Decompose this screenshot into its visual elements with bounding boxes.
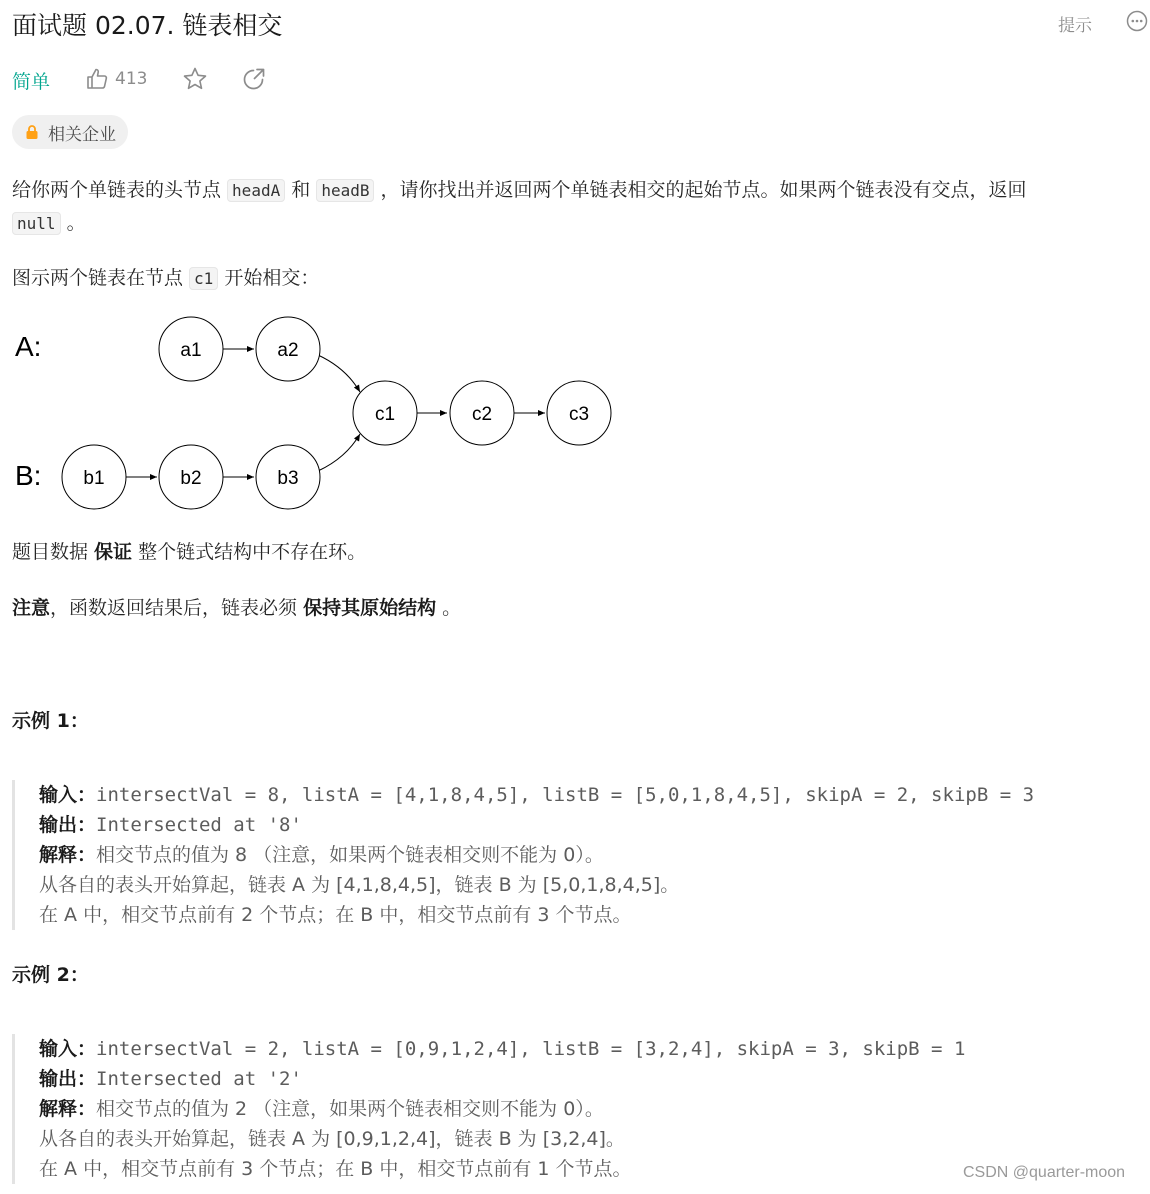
code-c1: c1 [189,267,218,290]
related-companies-label: 相关企业 [48,124,116,145]
description-paragraph-3: 题目数据 保证 整个链式结构中不存在环。 [12,541,367,563]
example-2-title: 示例 2： [12,964,89,986]
svg-text:a2: a2 [277,340,299,361]
thumbs-up-icon [85,67,109,91]
node-b2 [159,445,223,509]
node-c1 [353,381,417,445]
node-c2 [450,381,514,445]
svg-text:b3: b3 [277,468,299,489]
example-2-output: Intersected at '2' [96,1068,302,1090]
svg-text:b2: b2 [180,468,202,489]
example-1-explain-1: 相交节点的值为 8 （注意，如果两个链表相交则不能为 0）。 [96,844,604,866]
example-2-block: 输入：intersectVal = 2, listA = [0,9,1,2,4], listB = [3,2,4], skipA = 3, skipB = 1 输出：Intersected at '2' 解释：相交节点的值为 2 （注意，如果两个链表相交则不能为 0）。 从各自的表头开始算起，链表 A 为 [0,9,1,2,4]，链表 B 为 [3,2,4]。 在 A 中，相交节点前有 3 个节点；在 B 中，相交节点前有 1 个节点。 [12,1034,965,1184]
node-a2 [256,317,320,381]
example-1-input: intersectVal = 8, listA = [4,1,8,4,5], listB = [5,0,1,8,4,5], skipA = 2, skipB = 3 [96,784,1035,806]
lock-icon [24,124,40,140]
linked-list-diagram [0,310,640,510]
svg-text:c1: c1 [374,404,396,425]
example-1-output: Intersected at '8' [96,814,302,836]
svg-text:b1: b1 [83,468,105,489]
diagram-label-b: B: [15,460,42,491]
difficulty-badge: 简单 [12,71,51,93]
diagram-label-a: A: [15,331,42,362]
code-null: null [12,212,61,235]
more-icon[interactable] [1126,10,1148,32]
svg-text:a1: a1 [180,340,202,361]
like-button[interactable] [85,65,147,93]
like-count: 413 [115,69,148,89]
example-1-title: 示例 1： [12,710,89,732]
example-2-input: intersectVal = 2, listA = [0,9,1,2,4], listB = [3,2,4], skipA = 3, skipB = 1 [96,1038,966,1060]
example-1-explain-2: 从各自的表头开始算起，链表 A 为 [4,1,8,4,5]，链表 B 为 [5,0,1,8,4,5]。 [39,874,680,896]
star-icon[interactable] [182,66,208,92]
example-1-explain-3: 在 A 中，相交节点前有 2 个节点；在 B 中，相交节点前有 3 个节点。 [39,904,632,926]
hint-button[interactable]: 提示 [1058,16,1092,36]
node-b3 [256,445,320,509]
problem-title: 面试题 02.07. 链表相交 [12,11,283,40]
watermark: CSDN @quarter-moon [963,1164,1126,1181]
edge-a2-c1 [318,355,360,392]
description-paragraph-1: 给你两个单链表的头节点 headA 和 headB ，请你找出并返回两个单链表相交的起始节点。如果两个链表没有交点，返回 null 。 [12,179,1027,234]
svg-text:c2: c2 [471,404,493,425]
node-b1 [62,445,126,509]
share-icon[interactable] [241,66,267,92]
code-headB: headB [316,179,374,202]
description-paragraph-4: 注意，函数返回结果后，链表必须 保持其原始结构 。 [12,597,462,619]
node-a1 [159,317,223,381]
edge-b3-c1 [318,434,360,471]
example-1-block: 输入：intersectVal = 8, listA = [4,1,8,4,5], listB = [5,0,1,8,4,5], skipA = 2, skipB = 3 输出：Intersected at '8' 解释：相交节点的值为 8 （注意，如果两个链表相交则不能为 0）。 从各自的表头开始算起，链表 A 为 [4,1,8,4,5]，链表 B 为 [5,0,1,8,4,5]。 在 A 中，相交节点前有 2 个节点；在 B 中，相交节点前有 3 个节点。 [12,780,1034,930]
example-2-explain-3: 在 A 中，相交节点前有 3 个节点；在 B 中，相交节点前有 1 个节点。 [39,1158,632,1180]
related-companies-tag[interactable] [12,115,128,149]
description-paragraph-2: 图示两个链表在节点 c1 开始相交： [12,267,320,289]
example-2-explain-1: 相交节点的值为 2 （注意，如果两个链表相交则不能为 0）。 [96,1098,604,1120]
node-c3 [547,381,611,445]
example-2-explain-2: 从各自的表头开始算起，链表 A 为 [0,9,1,2,4]，链表 B 为 [3,2,4]。 [39,1128,625,1150]
svg-text:c3: c3 [568,404,590,425]
code-headA: headA [227,179,285,202]
